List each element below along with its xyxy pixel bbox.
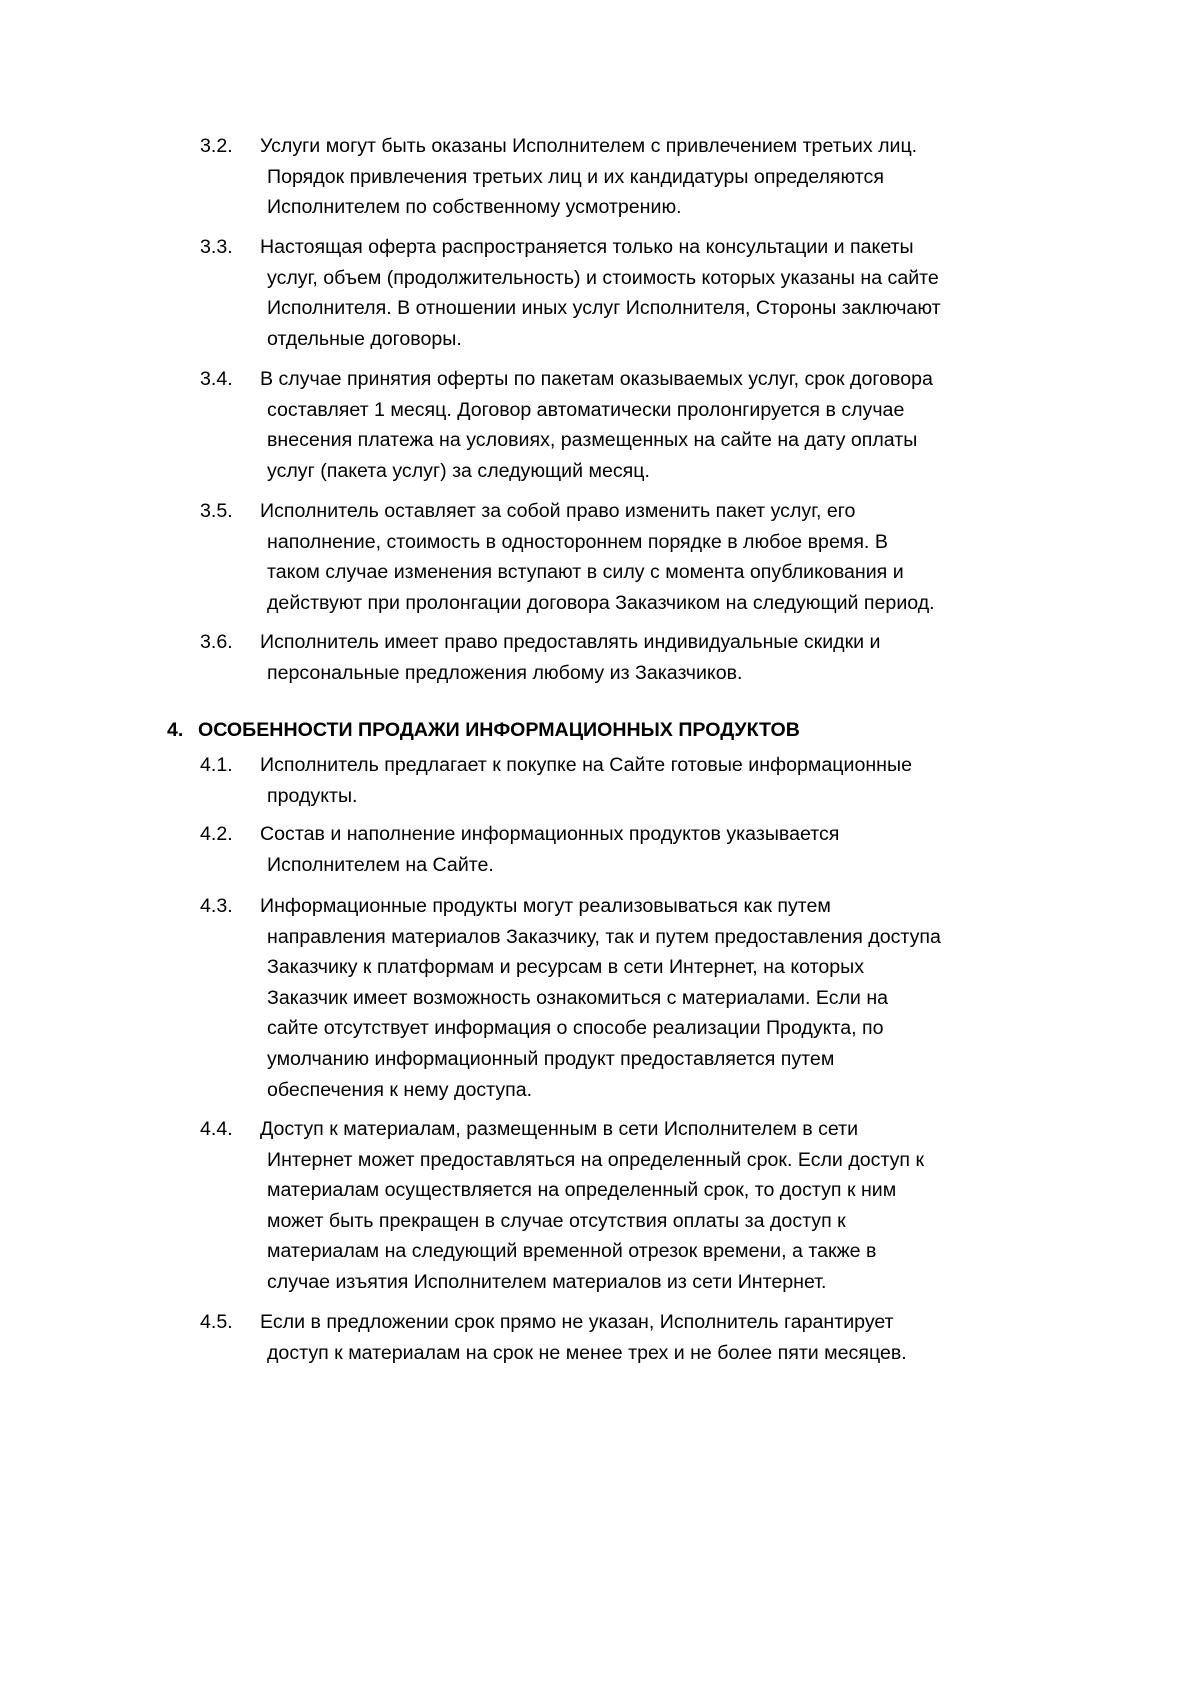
clause-number: 3.4. bbox=[200, 368, 233, 390]
clause-text-line: таком случае изменения вступают в силу с момента опубликования и bbox=[267, 561, 904, 584]
clause-text-line: доступ к материалам на срок не менее трех и не более пяти месяцев. bbox=[267, 1341, 907, 1364]
clause-text-line: Исполнителя. В отношении иных услуг Исполнителя, Стороны заключают bbox=[267, 297, 941, 320]
clause-text-line: Настоящая оферта распространяется только на консультации и пакеты bbox=[260, 236, 914, 258]
clause-text-line: направления материалов Заказчику, так и путем предоставления доступа bbox=[267, 925, 941, 948]
clause-number: 3.6. bbox=[200, 631, 233, 653]
clause-text-line: Доступ к материалам, размещенным в сети Исполнителем в сети bbox=[260, 1118, 859, 1140]
clause-text-line: Исполнителем на Сайте. bbox=[267, 853, 494, 876]
clause-4-3 bbox=[200, 891, 1000, 1105]
clause-text-line: Исполнитель имеет право предоставлять индивидуальные скидки и bbox=[260, 631, 881, 653]
clause-text-line: Порядок привлечения третьих лиц и их кандидатуры определяются bbox=[267, 165, 884, 188]
clause-text-line: Услуги могут быть оказаны Исполнителем с привлечением третьих лиц. bbox=[260, 135, 918, 157]
clause-text-line: может быть прекращен в случае отсутствия оплаты за доступ к bbox=[267, 1209, 846, 1232]
section-number: 4. bbox=[167, 719, 184, 741]
clause-text-line: Если в предложении срок прямо не указан, Исполнитель гарантирует bbox=[260, 1311, 894, 1333]
section-heading bbox=[167, 715, 800, 745]
clause-text-line: отдельные договоры. bbox=[267, 327, 462, 350]
clause-number: 3.3. bbox=[200, 236, 233, 258]
clause-3-5 bbox=[200, 496, 1000, 618]
section-title: ОСОБЕННОСТИ ПРОДАЖИ ИНФОРМАЦИОННЫХ ПРОДУКТОВ bbox=[198, 719, 800, 741]
clause-text-line: Исполнитель оставляет за собой право изменить пакет услуг, его bbox=[260, 500, 856, 522]
clause-text-line: Заказчику к платформам и ресурсам в сети Интернет, на которых bbox=[267, 956, 865, 979]
clause-text-line: действуют при пролонгации договора Заказчиком на следующий период. bbox=[267, 591, 935, 614]
clause-text-line: В случае принятия оферты по пакетам оказываемых услуг, срок договора bbox=[260, 368, 933, 390]
clause-number: 3.5. bbox=[200, 500, 233, 522]
clause-4-1 bbox=[200, 750, 1000, 811]
clause-text-line: Информационные продукты могут реализовываться как путем bbox=[260, 895, 831, 917]
clause-text-line: составляет 1 месяц. Договор автоматически пролонгируется в случае bbox=[267, 398, 905, 421]
clause-number: 4.3. bbox=[200, 895, 233, 917]
clause-text-line: Исполнитель предлагает к покупке на Сайте готовые информационные bbox=[260, 754, 912, 776]
clause-number: 4.4. bbox=[200, 1118, 233, 1140]
clause-text-line: случае изъятия Исполнителем материалов из сети Интернет. bbox=[267, 1270, 827, 1293]
clause-4-2 bbox=[200, 819, 1000, 880]
clause-text-line: материалам на следующий временной отрезок времени, а также в bbox=[267, 1240, 877, 1263]
clause-number: 4.1. bbox=[200, 754, 233, 776]
clause-3-3 bbox=[200, 232, 1000, 354]
clause-number: 4.5. bbox=[200, 1311, 233, 1333]
clause-3-6 bbox=[200, 627, 1000, 688]
clause-text-line: услуг (пакета услуг) за следующий месяц. bbox=[267, 459, 650, 482]
clause-text-line: обеспечения к нему доступа. bbox=[267, 1078, 533, 1101]
clause-text-line: наполнение, стоимость в одностороннем порядке в любое время. В bbox=[267, 530, 888, 553]
clause-text-line: Интернет может предоставляться на определенный срок. Если доступ к bbox=[267, 1148, 925, 1171]
clause-text-line: Состав и наполнение информационных продуктов указывается bbox=[260, 823, 840, 845]
clause-text-line: внесения платежа на условиях, размещенных на сайте на дату оплаты bbox=[267, 429, 918, 452]
clause-text-line: продукты. bbox=[267, 784, 358, 807]
clause-text-line: умолчанию информационный продукт предоставляется путем bbox=[267, 1047, 835, 1070]
clause-text-line: Исполнителем по собственному усмотрению. bbox=[267, 196, 682, 219]
clause-3-4 bbox=[200, 364, 1000, 486]
clause-3-2 bbox=[200, 131, 1000, 223]
clause-4-4 bbox=[200, 1114, 1000, 1298]
clause-text-line: сайте отсутствует информация о способе реализации Продукта, по bbox=[267, 1017, 884, 1040]
clause-number: 3.2. bbox=[200, 135, 233, 157]
clause-text-line: услуг, объем (продолжительность) и стоимость которых указаны на сайте bbox=[267, 266, 939, 289]
clause-number: 4.2. bbox=[200, 823, 233, 845]
clause-4-5 bbox=[200, 1307, 1000, 1368]
clause-text-line: персональные предложения любому из Заказчиков. bbox=[267, 661, 743, 684]
clause-text-line: материалам осуществляется на определенный срок, то доступ к ним bbox=[267, 1179, 897, 1202]
clause-text-line: Заказчик имеет возможность ознакомиться с материалами. Если на bbox=[267, 986, 889, 1009]
